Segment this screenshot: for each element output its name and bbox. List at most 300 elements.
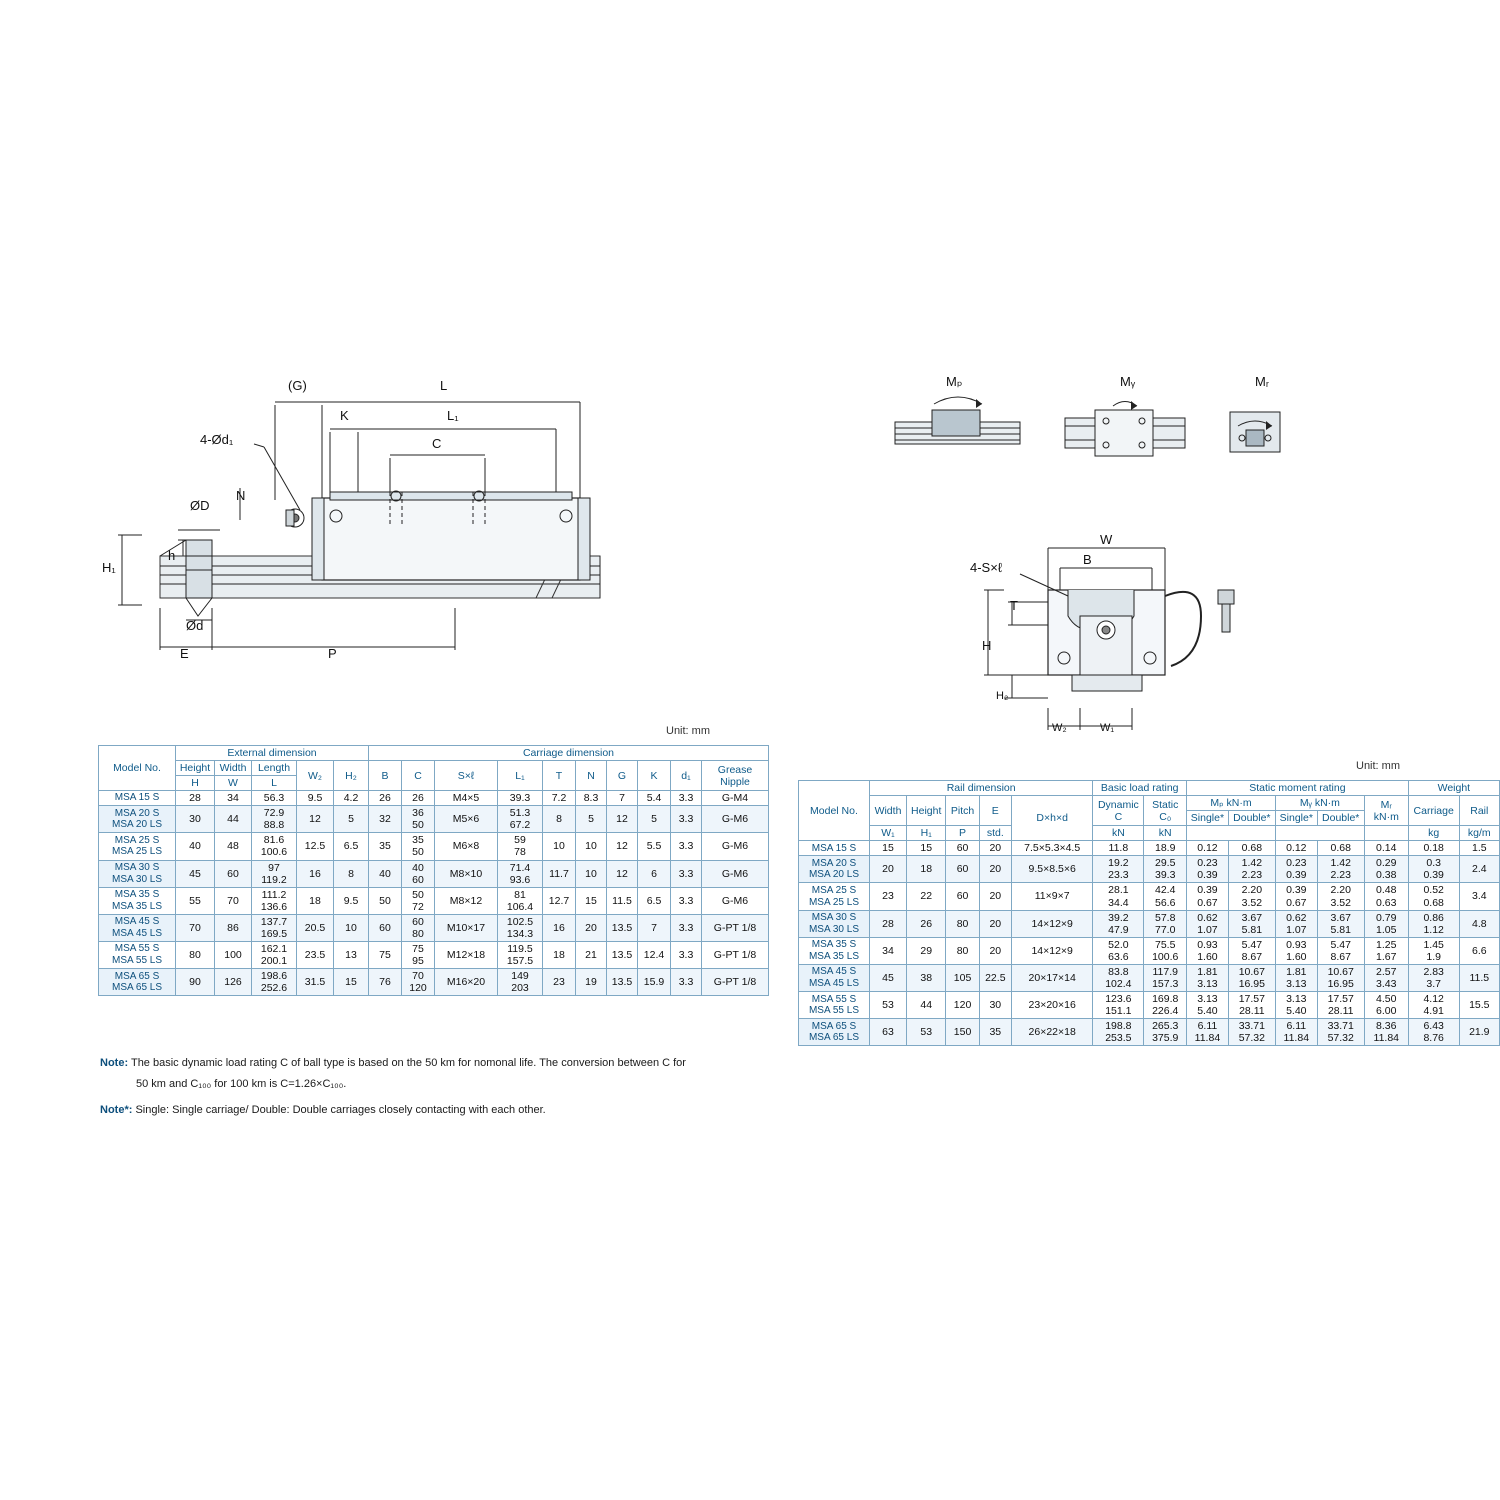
col-my-group: Mᵧ kN·m bbox=[1275, 796, 1364, 811]
data-cell: 83.8 102.4 bbox=[1093, 964, 1144, 991]
data-cell: 60 bbox=[946, 883, 979, 910]
col-carriage-weight-top: Carriage bbox=[1408, 796, 1459, 826]
data-cell: 50 72 bbox=[402, 887, 435, 914]
data-cell: 28 bbox=[176, 791, 215, 806]
right-group-rail: Rail dimension bbox=[869, 781, 1092, 796]
data-cell: 3.3 bbox=[671, 833, 702, 860]
col-static-mid: C₀ bbox=[1159, 810, 1172, 823]
data-cell: 16 bbox=[543, 914, 576, 941]
label-My: Mᵧ bbox=[1120, 374, 1136, 389]
data-cell: 35 bbox=[979, 1019, 1011, 1046]
col-sxl: S×ℓ bbox=[435, 761, 498, 791]
data-cell: 100 bbox=[215, 941, 252, 968]
left-dim-table bbox=[98, 745, 769, 996]
col-rail-weight-bot: kg/m bbox=[1459, 826, 1499, 841]
col-e-top: E bbox=[979, 796, 1011, 826]
table-row[interactable] bbox=[799, 910, 1500, 937]
label-B: B bbox=[1083, 552, 1092, 567]
data-cell: 6.6 bbox=[1459, 937, 1499, 964]
data-cell: 26 bbox=[402, 791, 435, 806]
data-cell: 0.93 1.60 bbox=[1187, 937, 1229, 964]
data-cell: 42.4 56.6 bbox=[1144, 883, 1187, 910]
data-cell: 81.6 100.6 bbox=[252, 833, 297, 860]
col-g: G bbox=[607, 761, 638, 791]
data-cell: 3.3 bbox=[671, 941, 702, 968]
data-cell: 15 bbox=[907, 841, 946, 856]
col-my-unit bbox=[1275, 826, 1364, 841]
label-Mp: Mₚ bbox=[946, 374, 963, 389]
data-cell: 60 bbox=[215, 860, 252, 887]
data-cell: 3.3 bbox=[671, 860, 702, 887]
data-cell: 39.2 47.9 bbox=[1093, 910, 1144, 937]
table-row[interactable] bbox=[99, 791, 769, 806]
col-rail-width-bot: W₁ bbox=[869, 826, 906, 841]
data-cell: 30 bbox=[979, 991, 1011, 1018]
data-cell: 0.3 0.39 bbox=[1408, 856, 1459, 883]
col-mr bbox=[1364, 796, 1408, 826]
data-cell: 6.43 8.76 bbox=[1408, 1019, 1459, 1046]
data-cell: 80 bbox=[946, 937, 979, 964]
data-cell: 1.81 3.13 bbox=[1187, 964, 1229, 991]
data-cell: M6×8 bbox=[435, 833, 498, 860]
col-pitch-top: Pitch bbox=[946, 796, 979, 826]
note-label-3: Note*: bbox=[100, 1104, 133, 1116]
data-cell: 40 bbox=[369, 860, 402, 887]
data-cell: 13.5 bbox=[607, 941, 638, 968]
data-cell: 21.9 bbox=[1459, 1019, 1499, 1046]
data-cell: 50 bbox=[369, 887, 402, 914]
model-cell: MSA 65 S MSA 65 LS bbox=[799, 1019, 870, 1046]
data-cell: 48 bbox=[215, 833, 252, 860]
col-grease-top: Grease bbox=[717, 763, 753, 776]
col-mr-bot: kN·m bbox=[1373, 810, 1399, 823]
data-cell: M4×5 bbox=[435, 791, 498, 806]
col-mr-unit bbox=[1364, 826, 1408, 841]
data-cell: 20 bbox=[576, 914, 607, 941]
data-cell: 80 bbox=[946, 910, 979, 937]
model-cell: MSA 25 S MSA 25 LS bbox=[99, 833, 176, 860]
data-cell: 105 bbox=[946, 964, 979, 991]
data-cell: 5 bbox=[334, 806, 369, 833]
model-cell: MSA 55 S MSA 55 LS bbox=[799, 991, 870, 1018]
data-cell: 10 bbox=[334, 914, 369, 941]
data-cell: M16×20 bbox=[435, 969, 498, 996]
data-cell: 3.4 bbox=[1459, 883, 1499, 910]
data-cell: 32 bbox=[369, 806, 402, 833]
table-row[interactable] bbox=[799, 841, 1500, 856]
data-cell: 0.68 bbox=[1317, 841, 1364, 856]
data-cell: 0.62 1.07 bbox=[1187, 910, 1229, 937]
data-cell: 0.52 0.68 bbox=[1408, 883, 1459, 910]
table-row[interactable] bbox=[799, 991, 1500, 1018]
data-cell: 119.5 157.5 bbox=[498, 941, 543, 968]
data-cell: 0.18 bbox=[1408, 841, 1459, 856]
data-cell: G-M6 bbox=[702, 806, 769, 833]
data-cell: M8×10 bbox=[435, 860, 498, 887]
data-cell: 15.5 bbox=[1459, 991, 1499, 1018]
col-k: K bbox=[638, 761, 671, 791]
model-cell: MSA 15 S bbox=[799, 841, 870, 856]
data-cell: 20 bbox=[979, 841, 1011, 856]
data-cell: 8.36 11.84 bbox=[1364, 1019, 1408, 1046]
data-cell: 14×12×9 bbox=[1012, 937, 1093, 964]
data-cell: 86 bbox=[215, 914, 252, 941]
data-cell: 1.81 3.13 bbox=[1275, 964, 1317, 991]
table-row[interactable] bbox=[99, 969, 769, 996]
data-cell: 0.48 0.63 bbox=[1364, 883, 1408, 910]
data-cell: 20 bbox=[979, 937, 1011, 964]
data-cell: 31.5 bbox=[297, 969, 334, 996]
table-row[interactable] bbox=[799, 937, 1500, 964]
label-H1: H₁ bbox=[102, 560, 116, 575]
data-cell: 72.9 88.8 bbox=[252, 806, 297, 833]
data-cell: 29 bbox=[907, 937, 946, 964]
data-cell: 20 bbox=[979, 856, 1011, 883]
label-T: T bbox=[1010, 598, 1018, 613]
model-cell: MSA 30 S MSA 30 LS bbox=[99, 860, 176, 887]
data-cell: 117.9 157.3 bbox=[1144, 964, 1187, 991]
data-cell: 3.3 bbox=[671, 791, 702, 806]
col-static-bot: kN bbox=[1144, 826, 1187, 841]
note-label-1: Note: bbox=[100, 1057, 129, 1069]
data-cell: 15 bbox=[576, 887, 607, 914]
col-l1: L₁ bbox=[498, 761, 543, 791]
data-cell: 40 bbox=[176, 833, 215, 860]
data-cell: 0.23 0.39 bbox=[1187, 856, 1229, 883]
data-cell: 75.5 100.6 bbox=[1144, 937, 1187, 964]
label-K: K bbox=[340, 408, 349, 423]
data-cell: 0.29 0.38 bbox=[1364, 856, 1408, 883]
data-cell: 71.4 93.6 bbox=[498, 860, 543, 887]
data-cell: 15 bbox=[869, 841, 906, 856]
data-cell: 7.2 bbox=[543, 791, 576, 806]
data-cell: 11×9×7 bbox=[1012, 883, 1093, 910]
data-cell: M12×18 bbox=[435, 941, 498, 968]
data-cell: 45 bbox=[176, 860, 215, 887]
note-text-1: The basic dynamic load rating C of ball type is based on the 50 km for nomonal life. The conversion between C for bbox=[130, 1057, 686, 1069]
label-L: L bbox=[440, 378, 448, 393]
table-row[interactable] bbox=[799, 883, 1500, 910]
data-cell: 53 bbox=[907, 1019, 946, 1046]
col-grease-nipple bbox=[702, 761, 769, 791]
table-row[interactable] bbox=[99, 887, 769, 914]
data-cell: 11.8 bbox=[1093, 841, 1144, 856]
table-row[interactable] bbox=[99, 941, 769, 968]
data-cell: 12 bbox=[607, 806, 638, 833]
data-cell: 0.12 bbox=[1187, 841, 1229, 856]
data-cell: 23.5 bbox=[297, 941, 334, 968]
table-row[interactable] bbox=[99, 833, 769, 860]
label-H: H bbox=[982, 638, 992, 653]
label-OD: ØD bbox=[190, 498, 210, 513]
label-G: (G) bbox=[288, 378, 307, 393]
data-cell: 4.8 bbox=[1459, 910, 1499, 937]
data-cell: 150 bbox=[946, 1019, 979, 1046]
model-cell: MSA 35 S MSA 35 LS bbox=[799, 937, 870, 964]
data-cell: 28.1 34.4 bbox=[1093, 883, 1144, 910]
data-cell: 4.12 4.91 bbox=[1408, 991, 1459, 1018]
data-cell: 34 bbox=[215, 791, 252, 806]
data-cell: 1.42 2.23 bbox=[1228, 856, 1275, 883]
data-cell: 44 bbox=[215, 806, 252, 833]
table-row[interactable] bbox=[799, 1019, 1500, 1046]
data-cell: 60 bbox=[946, 841, 979, 856]
data-cell: 20 bbox=[979, 910, 1011, 937]
label-P: P bbox=[328, 646, 337, 661]
data-cell: 60 bbox=[369, 914, 402, 941]
data-cell: 26 bbox=[907, 910, 946, 937]
col-width-bot: W bbox=[215, 776, 252, 791]
data-cell: 3.3 bbox=[671, 806, 702, 833]
data-cell: 17.57 28.11 bbox=[1317, 991, 1364, 1018]
data-cell: 70 bbox=[215, 887, 252, 914]
table-row[interactable] bbox=[99, 914, 769, 941]
model-cell: MSA 20 S MSA 20 LS bbox=[799, 856, 870, 883]
data-cell: 40 60 bbox=[402, 860, 435, 887]
data-cell: 8.3 bbox=[576, 791, 607, 806]
left-group-carriage: Carriage dimension bbox=[369, 746, 769, 761]
data-cell: 0.12 bbox=[1275, 841, 1317, 856]
data-cell: 120 bbox=[946, 991, 979, 1018]
data-cell: 53 bbox=[869, 991, 906, 1018]
data-cell: 3.13 5.40 bbox=[1275, 991, 1317, 1018]
data-cell: 2.57 3.43 bbox=[1364, 964, 1408, 991]
col-my-double: Double* bbox=[1317, 811, 1364, 826]
data-cell: 90 bbox=[176, 969, 215, 996]
data-cell: 52.0 63.6 bbox=[1093, 937, 1144, 964]
data-cell: 2.20 3.52 bbox=[1317, 883, 1364, 910]
data-cell: 4.2 bbox=[334, 791, 369, 806]
col-rail-height-bot: H₁ bbox=[907, 826, 946, 841]
front-view-drawing bbox=[960, 530, 1290, 750]
data-cell: 265.3 375.9 bbox=[1144, 1019, 1187, 1046]
col-rail-weight-top: Rail bbox=[1459, 796, 1499, 826]
data-cell: 1.5 bbox=[1459, 841, 1499, 856]
data-cell: 75 95 bbox=[402, 941, 435, 968]
data-cell: 126 bbox=[215, 969, 252, 996]
left-unit-label: Unit: mm bbox=[666, 725, 710, 737]
data-cell: 45 bbox=[869, 964, 906, 991]
data-cell: 5.5 bbox=[638, 833, 671, 860]
col-mp-unit bbox=[1187, 826, 1276, 841]
data-cell: 5.47 8.67 bbox=[1317, 937, 1364, 964]
data-cell: 13.5 bbox=[607, 914, 638, 941]
data-cell: G-M6 bbox=[702, 860, 769, 887]
table-row[interactable] bbox=[99, 860, 769, 887]
data-cell: 12.7 bbox=[543, 887, 576, 914]
data-cell: 26×22×18 bbox=[1012, 1019, 1093, 1046]
label-E: E bbox=[180, 646, 189, 661]
data-cell: 22 bbox=[907, 883, 946, 910]
data-cell: 15 bbox=[334, 969, 369, 996]
col-n: N bbox=[576, 761, 607, 791]
data-cell: 0.68 bbox=[1228, 841, 1275, 856]
data-cell: 0.62 1.07 bbox=[1275, 910, 1317, 937]
data-cell: G-PT 1/8 bbox=[702, 969, 769, 996]
data-cell: M5×6 bbox=[435, 806, 498, 833]
data-cell: M10×17 bbox=[435, 914, 498, 941]
left-group-external: External dimension bbox=[176, 746, 369, 761]
right-group-weight: Weight bbox=[1408, 781, 1499, 796]
data-cell: 8 bbox=[543, 806, 576, 833]
label-4-od1: 4-Ød₁ bbox=[200, 432, 234, 447]
col-mr-top: Mᵣ bbox=[1380, 798, 1392, 811]
col-carriage-weight-bot: kg bbox=[1408, 826, 1459, 841]
label-h: h bbox=[168, 548, 176, 563]
data-cell: 19 bbox=[576, 969, 607, 996]
data-cell: 0.23 0.39 bbox=[1275, 856, 1317, 883]
col-dynamic-mid: C bbox=[1114, 810, 1123, 823]
data-cell: 7 bbox=[638, 914, 671, 941]
data-cell: 75 bbox=[369, 941, 402, 968]
data-cell: 0.79 1.05 bbox=[1364, 910, 1408, 937]
model-cell: MSA 45 S MSA 45 LS bbox=[99, 914, 176, 941]
col-dynamic-bot: kN bbox=[1093, 826, 1144, 841]
data-cell: 12.4 bbox=[638, 941, 671, 968]
col-width-top: Width bbox=[215, 761, 252, 776]
col-d1: d₁ bbox=[671, 761, 702, 791]
table-row[interactable] bbox=[799, 964, 1500, 991]
left-notes bbox=[100, 1055, 700, 1119]
label-W: W bbox=[1100, 532, 1113, 547]
model-cell: MSA 15 S bbox=[99, 791, 176, 806]
data-cell: 56.3 bbox=[252, 791, 297, 806]
data-cell: 3.67 5.81 bbox=[1228, 910, 1275, 937]
data-cell: G-M6 bbox=[702, 887, 769, 914]
note-text-2: 50 km and C₁₀₀ for 100 km is C=1.26×C₁₀₀. bbox=[136, 1077, 347, 1090]
data-cell: 123.6 151.1 bbox=[1093, 991, 1144, 1018]
data-cell: 23×20×16 bbox=[1012, 991, 1093, 1018]
data-cell: 10.67 16.95 bbox=[1228, 964, 1275, 991]
data-cell: 2.20 3.52 bbox=[1228, 883, 1275, 910]
data-cell: 111.2 136.6 bbox=[252, 887, 297, 914]
data-cell: 6.5 bbox=[334, 833, 369, 860]
data-cell: 14×12×9 bbox=[1012, 910, 1093, 937]
col-grease-bot: Nipple bbox=[720, 775, 750, 788]
data-cell: 169.8 226.4 bbox=[1144, 991, 1187, 1018]
data-cell: 18 bbox=[907, 856, 946, 883]
model-cell: MSA 25 S MSA 25 LS bbox=[799, 883, 870, 910]
data-cell: 60 bbox=[946, 856, 979, 883]
model-cell: MSA 45 S MSA 45 LS bbox=[799, 964, 870, 991]
col-dynamic bbox=[1093, 796, 1144, 826]
data-cell: 9.5 bbox=[297, 791, 334, 806]
data-cell: 6.11 11.84 bbox=[1275, 1019, 1317, 1046]
side-view-svg bbox=[90, 370, 710, 670]
data-cell: 12 bbox=[607, 860, 638, 887]
data-cell: 12.5 bbox=[297, 833, 334, 860]
data-cell: 20×17×14 bbox=[1012, 964, 1093, 991]
data-cell: 18 bbox=[297, 887, 334, 914]
data-cell: 33.71 57.32 bbox=[1317, 1019, 1364, 1046]
data-cell: G-M4 bbox=[702, 791, 769, 806]
data-cell: 137.7 169.5 bbox=[252, 914, 297, 941]
data-cell: 22.5 bbox=[979, 964, 1011, 991]
data-cell: 4.50 6.00 bbox=[1364, 991, 1408, 1018]
label-L1: L₁ bbox=[447, 408, 459, 423]
data-cell: 8 bbox=[334, 860, 369, 887]
data-cell: 3.67 5.81 bbox=[1317, 910, 1364, 937]
data-cell: 19.2 23.3 bbox=[1093, 856, 1144, 883]
external-carriage-dimension-table bbox=[98, 745, 769, 996]
data-cell: 51.3 67.2 bbox=[498, 806, 543, 833]
data-cell: 20 bbox=[869, 856, 906, 883]
data-cell: 18 bbox=[543, 941, 576, 968]
data-cell: 59 78 bbox=[498, 833, 543, 860]
col-rail-height-top: Height bbox=[907, 796, 946, 826]
data-cell: 70 120 bbox=[402, 969, 435, 996]
data-cell: 5.47 8.67 bbox=[1228, 937, 1275, 964]
data-cell: 102.5 134.3 bbox=[498, 914, 543, 941]
col-length-bot: L bbox=[252, 776, 297, 791]
col-pitch-bot: P bbox=[946, 826, 979, 841]
data-cell: 0.39 0.67 bbox=[1275, 883, 1317, 910]
data-cell: 12 bbox=[607, 833, 638, 860]
label-Od: Ød bbox=[186, 618, 204, 633]
label-W1: W₁ bbox=[1100, 722, 1115, 734]
right-table-body bbox=[799, 841, 1500, 1046]
data-cell: 28 bbox=[869, 910, 906, 937]
data-cell: 36 50 bbox=[402, 806, 435, 833]
data-cell: 6.11 11.84 bbox=[1187, 1019, 1229, 1046]
data-cell: 23 bbox=[543, 969, 576, 996]
data-cell: 17.57 28.11 bbox=[1228, 991, 1275, 1018]
data-cell: 11.7 bbox=[543, 860, 576, 887]
data-cell: 33.71 57.32 bbox=[1228, 1019, 1275, 1046]
data-cell: 3.3 bbox=[671, 969, 702, 996]
data-cell: 18.9 bbox=[1144, 841, 1187, 856]
data-cell: 76 bbox=[369, 969, 402, 996]
data-cell: 2.4 bbox=[1459, 856, 1499, 883]
data-cell: 0.39 0.67 bbox=[1187, 883, 1229, 910]
data-cell: 30 bbox=[176, 806, 215, 833]
data-cell: 34 bbox=[869, 937, 906, 964]
data-cell: 21 bbox=[576, 941, 607, 968]
note-text-3: Single: Single carriage/ Double: Double carriages closely contacting with each other. bbox=[135, 1104, 546, 1116]
data-cell: 97 119.2 bbox=[252, 860, 297, 887]
data-cell: 9.5×8.5×6 bbox=[1012, 856, 1093, 883]
data-cell: 10 bbox=[543, 833, 576, 860]
data-cell: 3.3 bbox=[671, 914, 702, 941]
data-cell: 149 203 bbox=[498, 969, 543, 996]
data-cell: 23 bbox=[869, 883, 906, 910]
col-length-top: Length bbox=[252, 761, 297, 776]
data-cell: 10 bbox=[576, 833, 607, 860]
data-cell: 35 50 bbox=[402, 833, 435, 860]
table-row[interactable] bbox=[99, 806, 769, 833]
rail-load-rating-table bbox=[798, 780, 1500, 1046]
data-cell: 44 bbox=[907, 991, 946, 1018]
model-cell: MSA 65 S MSA 65 LS bbox=[99, 969, 176, 996]
data-cell: 1.42 2.23 bbox=[1317, 856, 1364, 883]
data-cell: M8×12 bbox=[435, 887, 498, 914]
table-row[interactable] bbox=[799, 856, 1500, 883]
label-4-Sxl: 4-S×ℓ bbox=[970, 560, 1003, 575]
data-cell: 13.5 bbox=[607, 969, 638, 996]
data-cell: 10 bbox=[576, 860, 607, 887]
col-e-bot: std. bbox=[979, 826, 1011, 841]
col-mp-double: Double* bbox=[1228, 811, 1275, 826]
data-cell: 80 bbox=[176, 941, 215, 968]
data-cell: 1.25 1.67 bbox=[1364, 937, 1408, 964]
data-cell: 5 bbox=[638, 806, 671, 833]
data-cell: 9.5 bbox=[334, 887, 369, 914]
col-dhd: D×h×d bbox=[1012, 796, 1093, 841]
data-cell: 20 bbox=[979, 883, 1011, 910]
data-cell: 7.5×5.3×4.5 bbox=[1012, 841, 1093, 856]
col-static-top: Static bbox=[1152, 798, 1179, 811]
right-unit-label: Unit: mm bbox=[1356, 760, 1400, 772]
